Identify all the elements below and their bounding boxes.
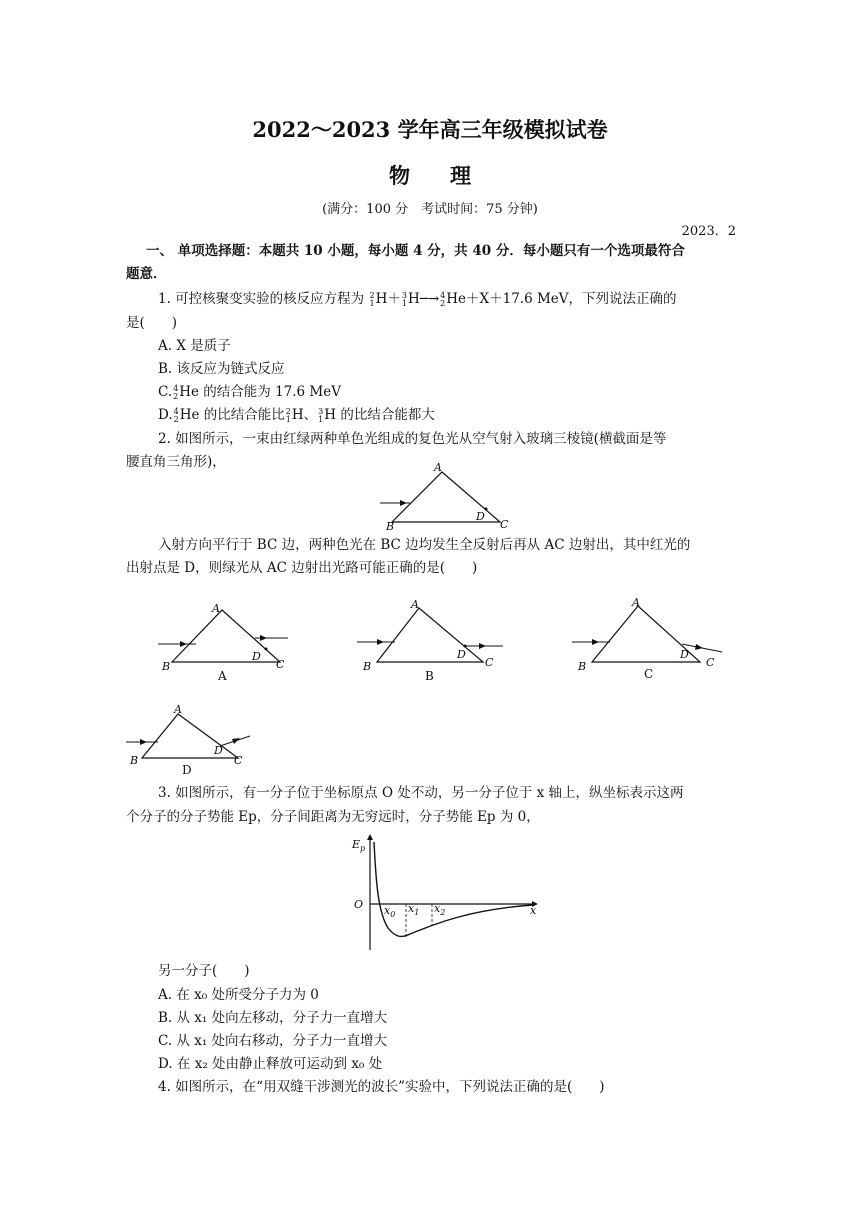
origin-label: O xyxy=(354,898,364,911)
svg-text:B: B xyxy=(162,660,171,673)
q1-eq-part1: H＋ xyxy=(375,291,401,307)
q3-stem-line1: 3. 如图所示，有一分子位于坐标原点 O 处不动，另一分子位于 x 轴上，纵坐标表示这两 xyxy=(158,785,684,801)
svg-text:C: C xyxy=(706,656,715,669)
q1-option-d: D.4 2He 的比结合能比2 1H、3 1H 的比结合能都大 xyxy=(158,406,435,424)
x1-label: $x_1$ xyxy=(408,902,420,917)
q1-eq-part3: He＋X＋17.6 MeV，下列说法正确的 xyxy=(446,291,677,307)
svg-text:D: D xyxy=(214,744,223,757)
q1-option-c: C.4 2He 的结合能为 17.6 MeV xyxy=(158,383,341,401)
nuclide-he4: 4 2 xyxy=(173,406,179,424)
section-heading-line2: 题意． xyxy=(126,266,167,282)
label-c: C xyxy=(500,518,509,531)
q2-option-b-diagram xyxy=(355,596,510,686)
nuclide-h3: 3 1 xyxy=(318,406,324,424)
prism-diagram xyxy=(370,460,530,532)
q3-option-c: C. 从 x₁ 处向右移动，分子力一直增大 xyxy=(158,1033,388,1049)
point-d-marker xyxy=(485,508,488,511)
svg-text:C: C xyxy=(234,754,243,767)
q2-stem-line4: 出射点是 D，则绿光从 AC 边射出光路可能正确的是( ) xyxy=(126,560,478,576)
label-a: A xyxy=(434,461,442,474)
q2-option-a-diagram xyxy=(150,596,300,686)
q2-option-c-diagram xyxy=(570,596,730,686)
ray-arrow-icon xyxy=(400,500,407,506)
q3-option-b: B. 从 x₁ 处向左移动，分子力一直增大 xyxy=(158,1010,388,1026)
q2-stem-line2: 腰直角三角形)， xyxy=(126,454,226,470)
q1-stem-text: 1. 可控核聚变实验的核反应方程为 xyxy=(158,291,365,307)
nuclide-h2: 2 1 xyxy=(285,406,291,424)
q1-option-b: B. 该反应为链式反应 xyxy=(158,361,285,377)
label-d: D xyxy=(476,510,485,523)
x2-label: $x_2$ xyxy=(434,902,446,917)
svg-text:A: A xyxy=(174,703,182,716)
exam-date: 2023．2 xyxy=(681,224,736,239)
option-label-d: D xyxy=(182,763,192,777)
svg-text:B: B xyxy=(363,660,372,673)
nuclide-he4: 4 2 xyxy=(173,383,179,401)
nuclide-he4: 4 2 xyxy=(440,290,446,308)
svg-text:D: D xyxy=(252,650,261,663)
potential-energy-graph xyxy=(350,832,550,954)
svg-text:B: B xyxy=(130,754,139,767)
q3-stem-line3: 另一分子( ) xyxy=(158,963,250,979)
option-label-b: B xyxy=(425,669,434,683)
exam-info: (满分：100 分 考试时间：75 分钟) xyxy=(322,202,538,217)
nuclide-h3: 3 1 xyxy=(401,290,407,308)
q3-stem-line2: 个分子的分子势能 Ep，分子间距离为无穷远时，分子势能 Ep 为 0， xyxy=(126,809,540,825)
x0-label: $x_0$ xyxy=(384,904,396,919)
subject-title: 物理 xyxy=(389,163,511,188)
svg-text:D: D xyxy=(680,648,689,661)
svg-text:B: B xyxy=(578,660,587,673)
ep-curve xyxy=(374,842,532,936)
option-label-a: A xyxy=(218,669,227,683)
x-axis-label: x xyxy=(530,904,537,917)
y-axis-arrow-icon xyxy=(367,834,373,840)
section-heading-line1: 一、 单项选择题：本题共 10 小题，每小题 4 分，共 40 分．每小题只有一个选项最符合 xyxy=(146,243,685,259)
q2-stem-line3: 入射方向平行于 BC 边，两种色光在 BC 边均发生全反射后再从 AC 边射出，其中红光的 xyxy=(158,537,691,553)
q3-option-d: D. 在 x₂ 处由静止释放可运动到 x₀ 处 xyxy=(158,1056,383,1072)
exam-title: 2022～2023 学年高三年级模拟试卷 xyxy=(252,117,608,142)
label-b: B xyxy=(386,520,395,533)
svg-text:A: A xyxy=(212,602,220,615)
q1-option-a: A. X 是质子 xyxy=(158,338,231,354)
nuclide-h2: 2 1 xyxy=(369,290,375,308)
q1-stem-line1 xyxy=(158,290,677,308)
q4-stem-line1: 4. 如图所示，在“用双缝干涉测光的波长”实验中，下列说法正确的是( ) xyxy=(158,1079,605,1095)
y-axis-label: $E_p$ xyxy=(352,838,366,853)
q2-option-d-diagram xyxy=(122,702,262,780)
svg-text:C: C xyxy=(276,658,285,671)
option-label-c: C xyxy=(644,667,654,681)
svg-text:C: C xyxy=(485,656,494,669)
q1-eq-part2: H─→ xyxy=(407,291,440,307)
svg-text:A: A xyxy=(632,596,640,609)
q2-stem-line1: 2. 如图所示，一束由红绿两种单色光组成的复色光从空气射入玻璃三棱镜(横截面是等 xyxy=(158,431,667,447)
q3-option-a: A. 在 x₀ 处所受分子力为 0 xyxy=(158,987,319,1003)
q1-stem-line2: 是( ) xyxy=(126,315,178,331)
svg-text:D: D xyxy=(457,648,466,661)
svg-text:A: A xyxy=(411,598,419,611)
